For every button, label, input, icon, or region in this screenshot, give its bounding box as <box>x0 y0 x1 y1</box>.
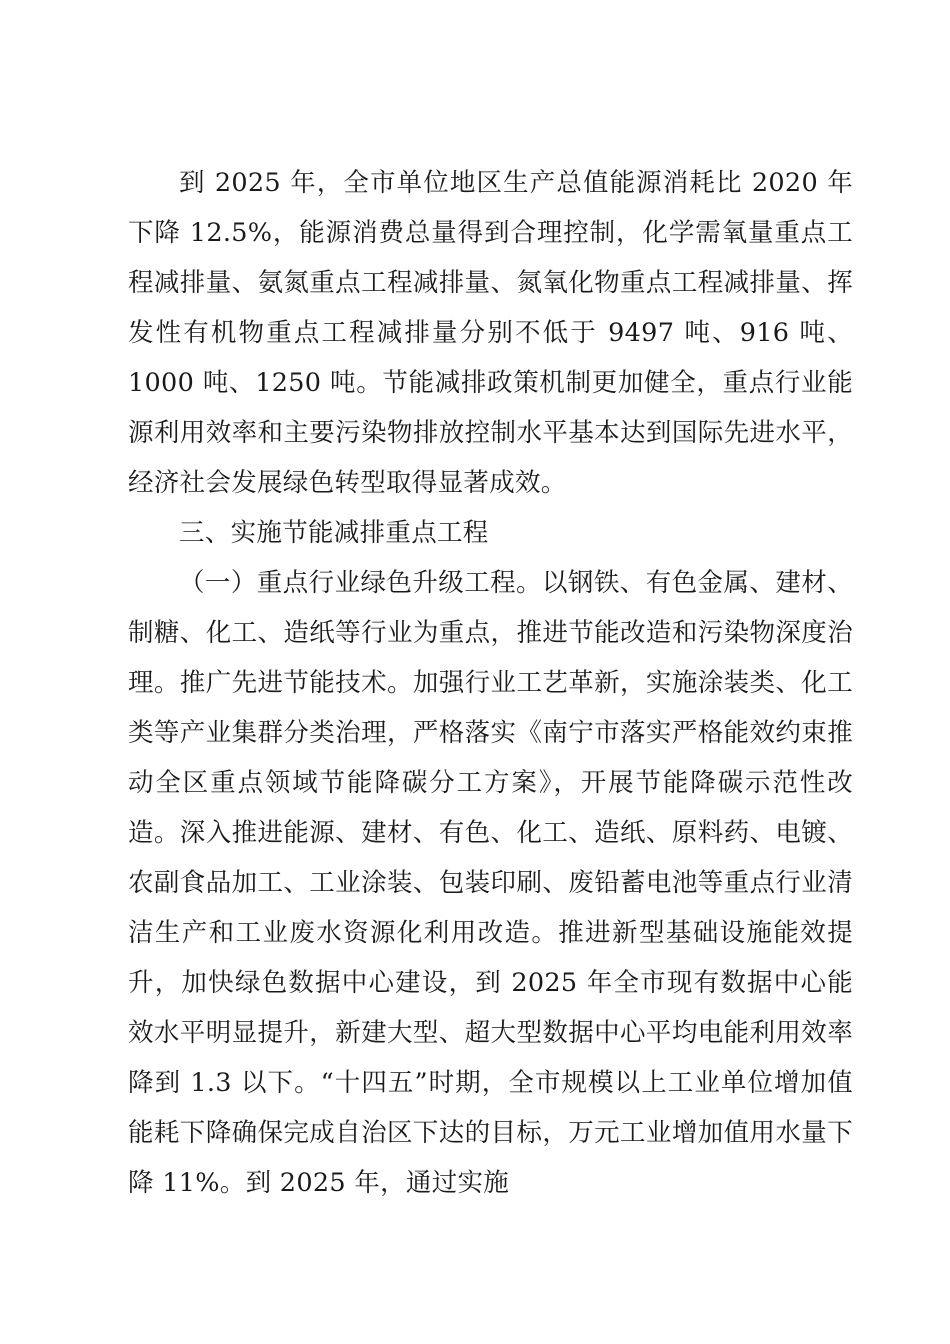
section-heading-key-projects: 三、实施节能减排重点工程 <box>179 518 489 548</box>
paragraph-targets-2025: 到 2025 年，全市单位地区生产总值能源消耗比 2020 年下降 12.5%，能源消费总量得到合理控制，化学需氧量重点工程减排量、氨氮重点工程减排量、氮氧化物重点工程减排量、挥发性有机物重点工程减排量分别不低于 9497 吨、916 吨、1000 吨、1250 吨。节能减排政策机制更加健全，重点行业能源利用效率和主要污染物排放控制水平基本达到国际先进水平，经济社会发展绿色转型取得显著成效。 <box>128 168 853 498</box>
paragraph-industry-green-upgrade: （一）重点行业绿色升级工程。以钢铁、有色金属、建材、制糖、化工、造纸等行业为重点，推进节能改造和污染物深度治理。推广先进节能技术。加强行业工艺革新，实施涂装类、化工类等产业集群分类治理，严格落实《南宁市落实严格能效约束推动全区重点领域节能降碳分工方案》，开展节能降碳示范性改造。深入推进能源、建材、有色、化工、造纸、原料药、电镀、农副食品加工、工业涂装、包装印刷、废铅蓄电池等重点行业清洁生产和工业废水资源化利用改造。推进新型基础设施能效提升，加快绿色数据中心建设，到 2025 年全市现有数据中心能效水平明显提升，新建大型、超大型数据中心平均电能利用效率降到 1.3 以下。“十四五”时期，全市规模以上工业单位增加值能耗下降确保完成自治区下达的目标，万元工业增加值用水量下降 11%。到 2025 年，通过实施 <box>128 568 853 1198</box>
document-body <box>128 158 853 1208</box>
